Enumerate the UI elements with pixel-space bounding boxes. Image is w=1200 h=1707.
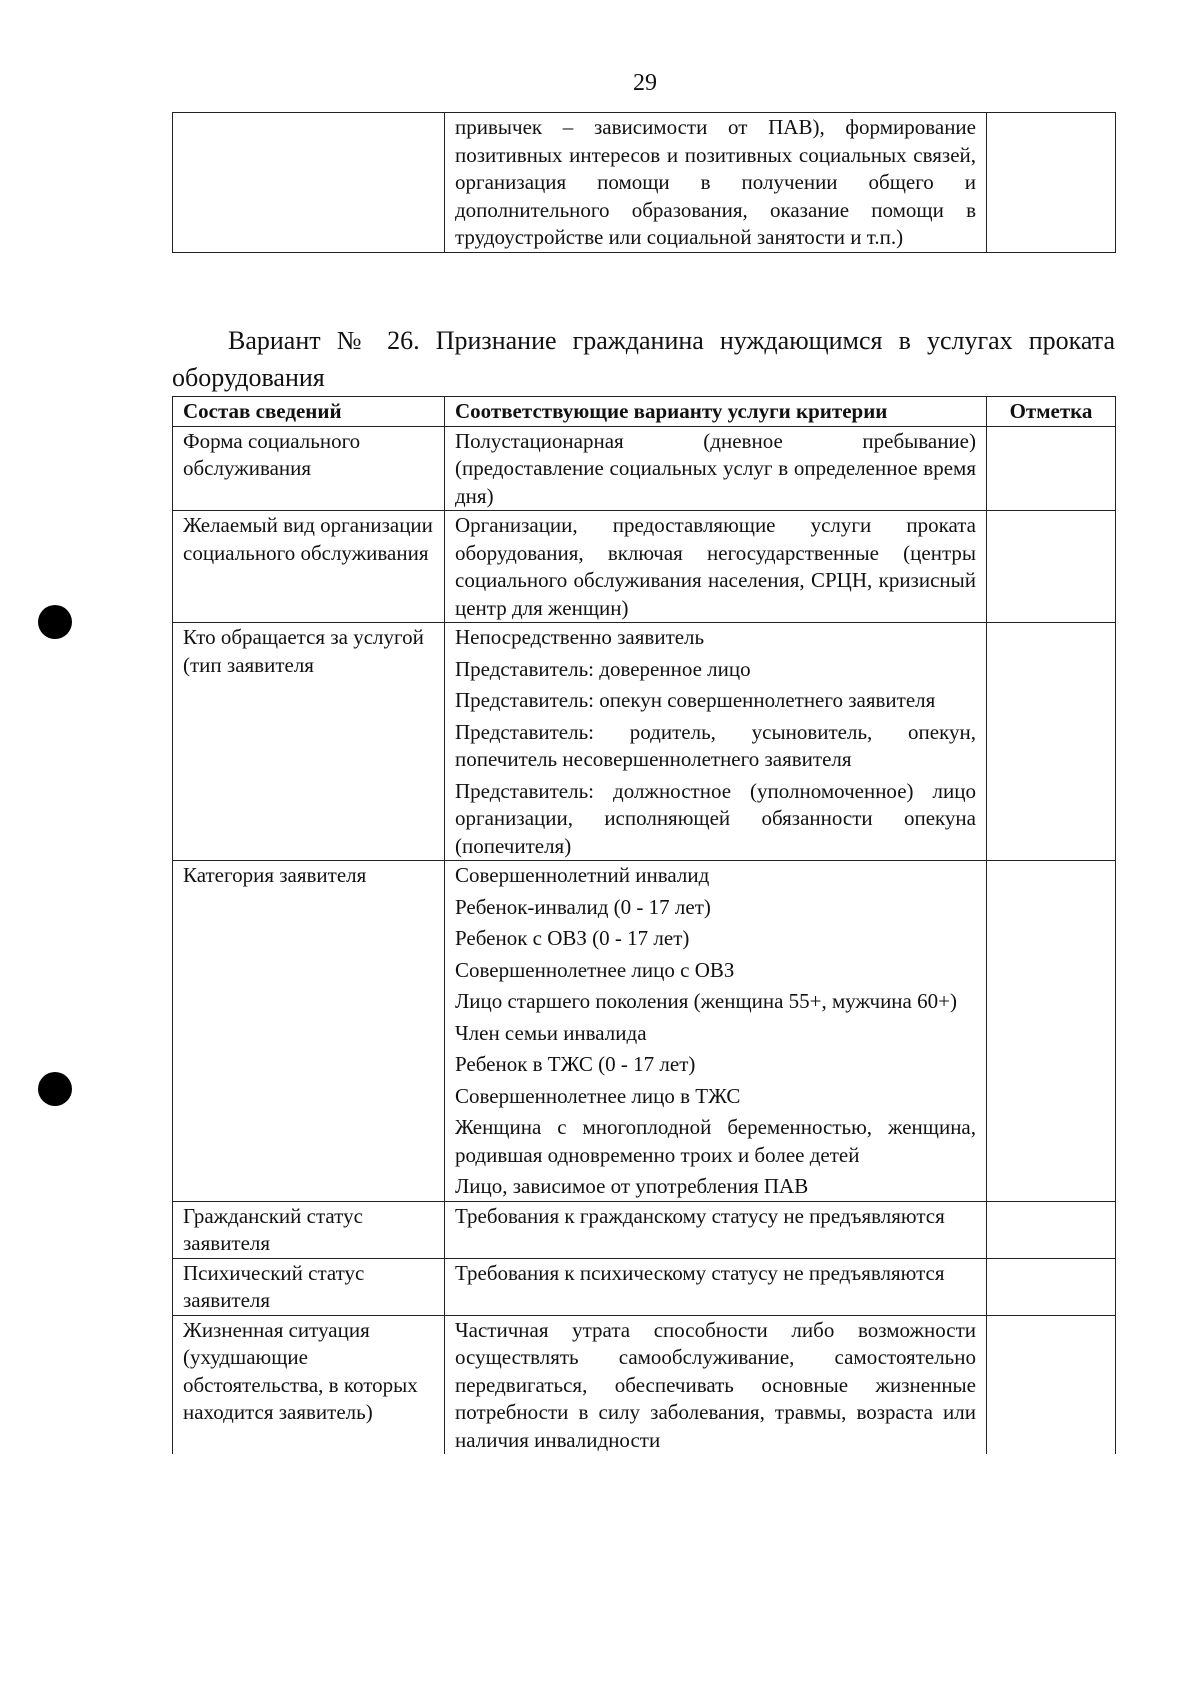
row-criteria [445, 861, 987, 1202]
criteria-item: Ребенок с ОВЗ (0 - 17 лет) [455, 926, 690, 950]
criteria-item: Совершеннолетнее лицо в ТЖС [455, 1083, 741, 1108]
section-heading [172, 322, 1115, 396]
criteria-item: Полустационарная (дневное пребывание) (предоставление социальных услуг в определенное время дня) [455, 428, 976, 508]
criteria-item: Частичная утрата способности либо возможности осуществлять самообслуживание, самостоятельно передвигаться, обеспечивать основные жизненные потребности в силу заболевания, травмы, возраста или наличия инвалидности [455, 1317, 976, 1452]
criteria-item: Представитель: опекун совершеннолетнего заявителя [455, 688, 936, 712]
row-criteria [445, 511, 987, 623]
heading-line-2: оборудования [172, 363, 325, 392]
criteria-item: Член семьи инвалида [455, 1020, 647, 1045]
criteria-item: Совершеннолетнее лицо с ОВЗ [455, 957, 735, 982]
row-mark [987, 1315, 1116, 1454]
table-row [173, 623, 1116, 861]
row-mark [987, 511, 1116, 623]
row-criteria [445, 426, 987, 511]
criteria-table [172, 396, 1116, 1454]
row-label: Гражданский статус заявителя [173, 1201, 445, 1258]
row-label: Форма социального обслуживания [173, 426, 445, 511]
criteria-item: Ребенок-инвалид (0 - 17 лет) [455, 894, 711, 919]
row-mark [987, 426, 1116, 511]
criteria-item: Лицо старшего поколения (женщина 55+, мужчина 60+) [455, 989, 957, 1013]
row-mark [987, 861, 1116, 1202]
criteria-item: Представитель: родитель, усыновитель, опекун, попечитель несовершеннолетнего заявителя [455, 719, 976, 771]
row-label: Психический статус заявителя [173, 1258, 445, 1315]
column-header-mark: Отметка [987, 397, 1116, 427]
criteria-item: Представитель: доверенное лицо [455, 656, 751, 681]
table-header-row [173, 397, 1116, 427]
punch-hole-top [38, 605, 72, 639]
row-mark [987, 623, 1116, 861]
criteria-item: Организации, предоставляющие услуги проката оборудования, включая негосударственные (центры социального обслуживания населения, СРЦН, кризисный центр для женщин) [455, 513, 976, 620]
criteria-item: Непосредственно заявитель [455, 625, 705, 649]
row-criteria [445, 1315, 987, 1454]
row-label: Желаемый вид организации социального обслуживания [173, 511, 445, 623]
table-cell-text: привычек – зависимости от ПАВ), формирование позитивных интересов и позитивных социальных связей, организация помощи в получении общего и дополнительного образования, оказание помощи в трудоустройстве или социальной занятости и т.п.) [445, 113, 987, 253]
row-criteria [445, 623, 987, 861]
punch-hole-bottom [38, 1072, 72, 1106]
row-label: Жизненная ситуация (ухудшающие обстоятельства, в которых находится заявитель) [173, 1315, 445, 1454]
page-number: 29 [633, 70, 657, 96]
criteria-item: Требования к психическому статусу не предъявляются [455, 1260, 945, 1285]
criteria-item: Совершеннолетний инвалид [455, 863, 710, 887]
column-header-info: Состав сведений [173, 397, 445, 427]
table-row [173, 511, 1116, 623]
table-body [173, 426, 1116, 1454]
criteria-item: Представитель: должностное (уполномоченное) лицо организации, исполняющей обязанности опекуна (попечителя) [455, 778, 976, 858]
table-row [173, 113, 1116, 253]
row-criteria [445, 1258, 987, 1315]
table-row [173, 861, 1116, 1202]
row-criteria [445, 1201, 987, 1258]
table-row [173, 426, 1116, 511]
continued-table [172, 112, 1116, 253]
table-row [173, 1315, 1116, 1454]
row-label: Кто обращается за услугой (тип заявителя [173, 623, 445, 861]
table-row [173, 1258, 1116, 1315]
table-cell-mark [987, 113, 1116, 253]
criteria-item: Требования к гражданскому статусу не предъявляются [455, 1203, 945, 1228]
heading-line-1: Вариант № 26. Признание гражданина нуждающимся в услугах проката [228, 326, 1115, 355]
row-label: Категория заявителя [173, 861, 445, 1202]
column-header-criteria: Соответствующие варианту услуги критерии [445, 397, 987, 427]
table-row [173, 1201, 1116, 1258]
table-cell-empty [173, 113, 445, 253]
criteria-item: Лицо, зависимое от употребления ПАВ [455, 1174, 809, 1198]
criteria-item: Ребенок в ТЖС (0 - 17 лет) [455, 1052, 696, 1076]
row-mark [987, 1201, 1116, 1258]
row-mark [987, 1258, 1116, 1315]
criteria-item: Женщина с многоплодной беременностью, женщина, родившая одновременно троих и более детей [455, 1115, 976, 1167]
